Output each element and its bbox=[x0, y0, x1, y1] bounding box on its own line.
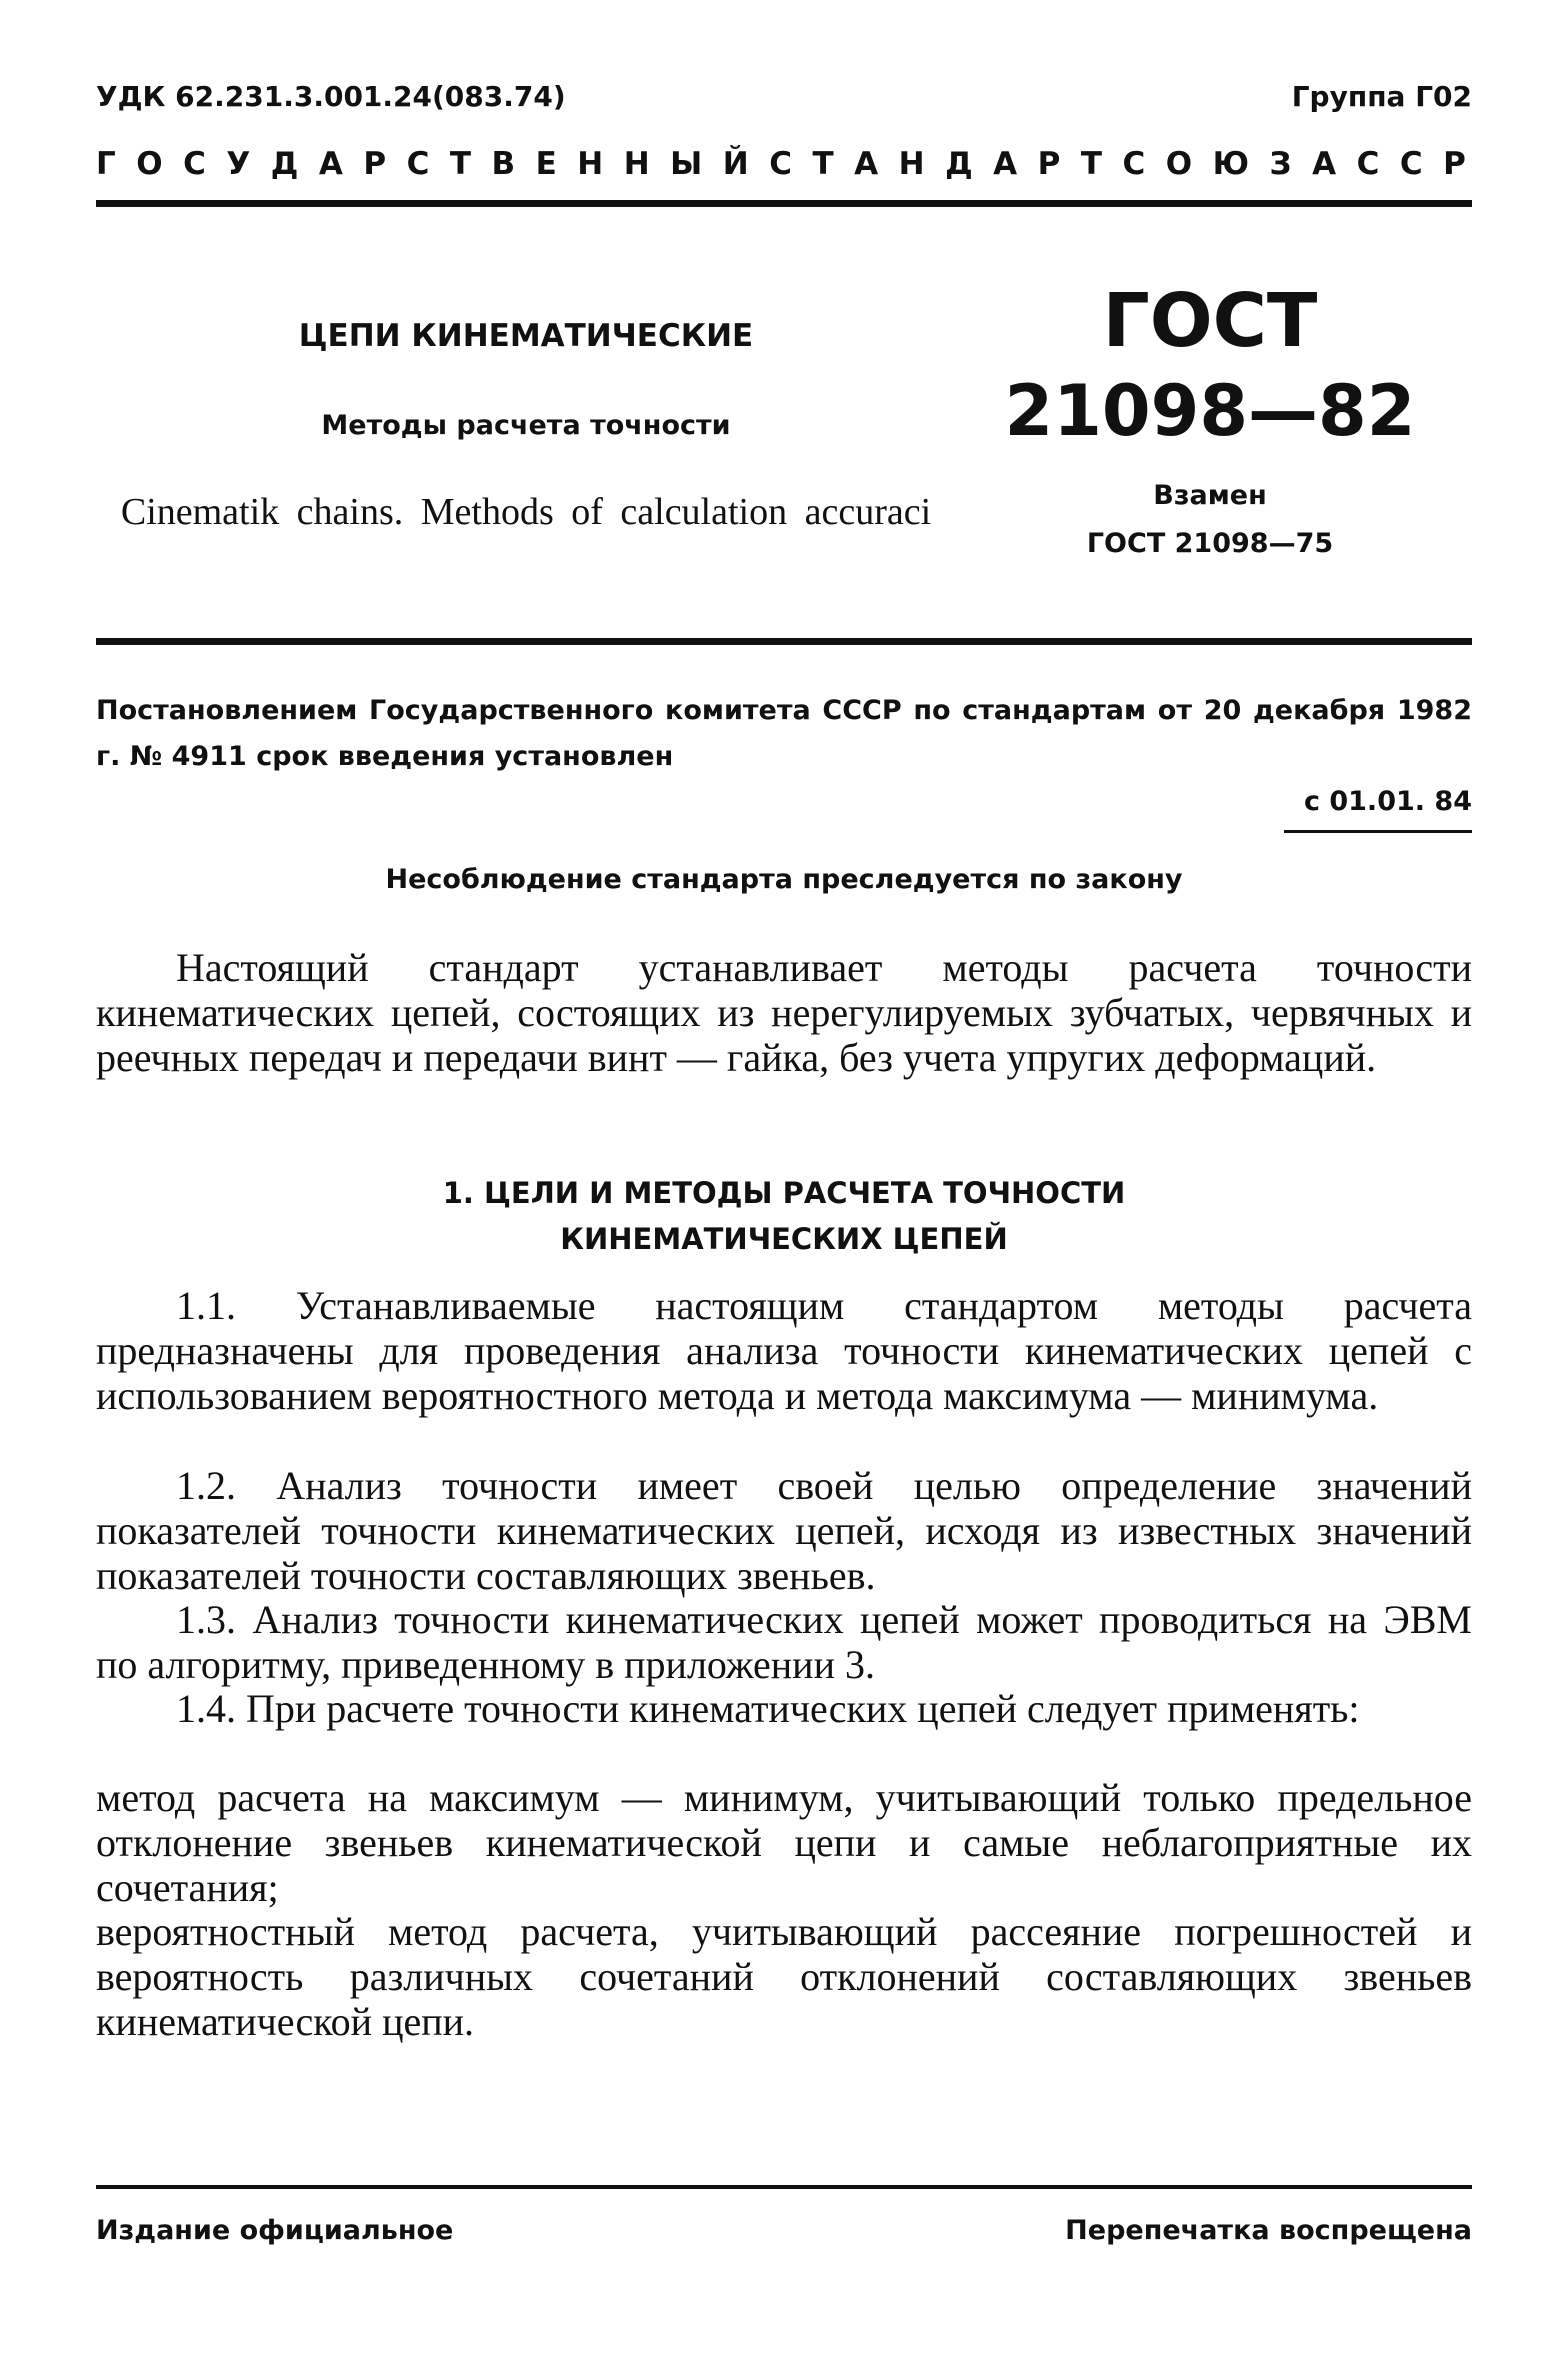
reprint-note: Перепечатка воспрещена bbox=[1065, 2215, 1472, 2246]
group-code: Группа Г02 bbox=[1291, 80, 1472, 113]
method-max-min: метод расчета на максимум — минимум, учитывающий только предельное отклонение звеньев кинематической цепи и самые неблагоприятные их сочетания; bbox=[96, 1775, 1472, 1910]
udk-code: УДК 62.231.3.001.24(083.74) bbox=[96, 80, 566, 113]
header-word-1: ГОСУДАРСТВЕННЫЙ bbox=[96, 146, 770, 182]
header-word-2: СТАНДАРТ bbox=[769, 146, 1123, 182]
replaces-label: Взамен bbox=[1153, 480, 1267, 511]
title-ru: ЦЕПИ КИНЕМАТИЧЕСКИЕ bbox=[298, 318, 754, 354]
paragraph-1-1: 1.1. Устанавливаемые настоящим стандартом методы расчета предназначены для проведения анализа точности кинематических цепей с использованием вероятностного метода и метода максимума — минимума. bbox=[96, 1283, 1472, 1418]
gost-number: 21098—82 bbox=[1004, 370, 1416, 452]
paragraph-1-2: 1.2. Анализ точности имеет своей целью определение значений показателей точности кинематических цепей, исходя из известных значений показателей точности составляющих звеньев. bbox=[96, 1463, 1472, 1598]
intro-paragraph: Настоящий стандарт устанавливает методы расчета точности кинематических цепей, состоящих из нерегулируемых зубчатых, червячных и реечных передач и передачи винт — гайка, без учета упругих деформаций. bbox=[96, 945, 1472, 1080]
header-thick-rule bbox=[96, 200, 1472, 207]
edition-note: Издание официальное bbox=[96, 2215, 454, 2246]
section-title-line-1: 1. ЦЕЛИ И МЕТОДЫ РАСЧЕТА ТОЧНОСТИ bbox=[442, 1176, 1126, 1210]
subtitle-ru: Методы расчета точности bbox=[321, 410, 731, 441]
effective-date: с 01.01. 84 bbox=[1303, 786, 1472, 817]
section-title-line-2: КИНЕМАТИЧЕСКИХ ЦЕПЕЙ bbox=[560, 1222, 1008, 1256]
footer-rule bbox=[96, 2185, 1472, 2189]
title-en: Cinematik chains. Methods of calculation accuraci bbox=[120, 491, 932, 533]
effective-date-rule bbox=[1284, 830, 1472, 833]
replaces-number: ГОСТ 21098—75 bbox=[1086, 528, 1334, 559]
gost-label: ГОСТ bbox=[1102, 278, 1318, 364]
decree-text: Постановлением Государственного комитета СССР по стандартам от 20 декабря 1982 г. № 4911 срок введения установлен bbox=[96, 695, 1472, 772]
paragraph-1-4: 1.4. При расчете точности кинематических цепей следует применять: bbox=[176, 1686, 1360, 1731]
legal-notice: Несоблюдение стандарта преследуется по закону bbox=[385, 864, 1183, 895]
standard-header bbox=[96, 146, 1487, 182]
title-block-rule bbox=[96, 638, 1472, 645]
method-probabilistic: вероятностный метод расчета, учитывающий рассеяние погрешностей и вероятность различных сочетаний отклонений составляющих звеньев кинематической цепи. bbox=[96, 1909, 1472, 2044]
paragraph-1-3: 1.3. Анализ точности кинематических цепей может проводиться на ЭВМ по алгоритму, приведенному в приложении 3. bbox=[96, 1597, 1472, 1687]
header-word-3: СОЮЗА bbox=[1122, 146, 1357, 182]
header-word-4: ССР bbox=[1356, 146, 1487, 182]
section-title bbox=[96, 1170, 1472, 1262]
